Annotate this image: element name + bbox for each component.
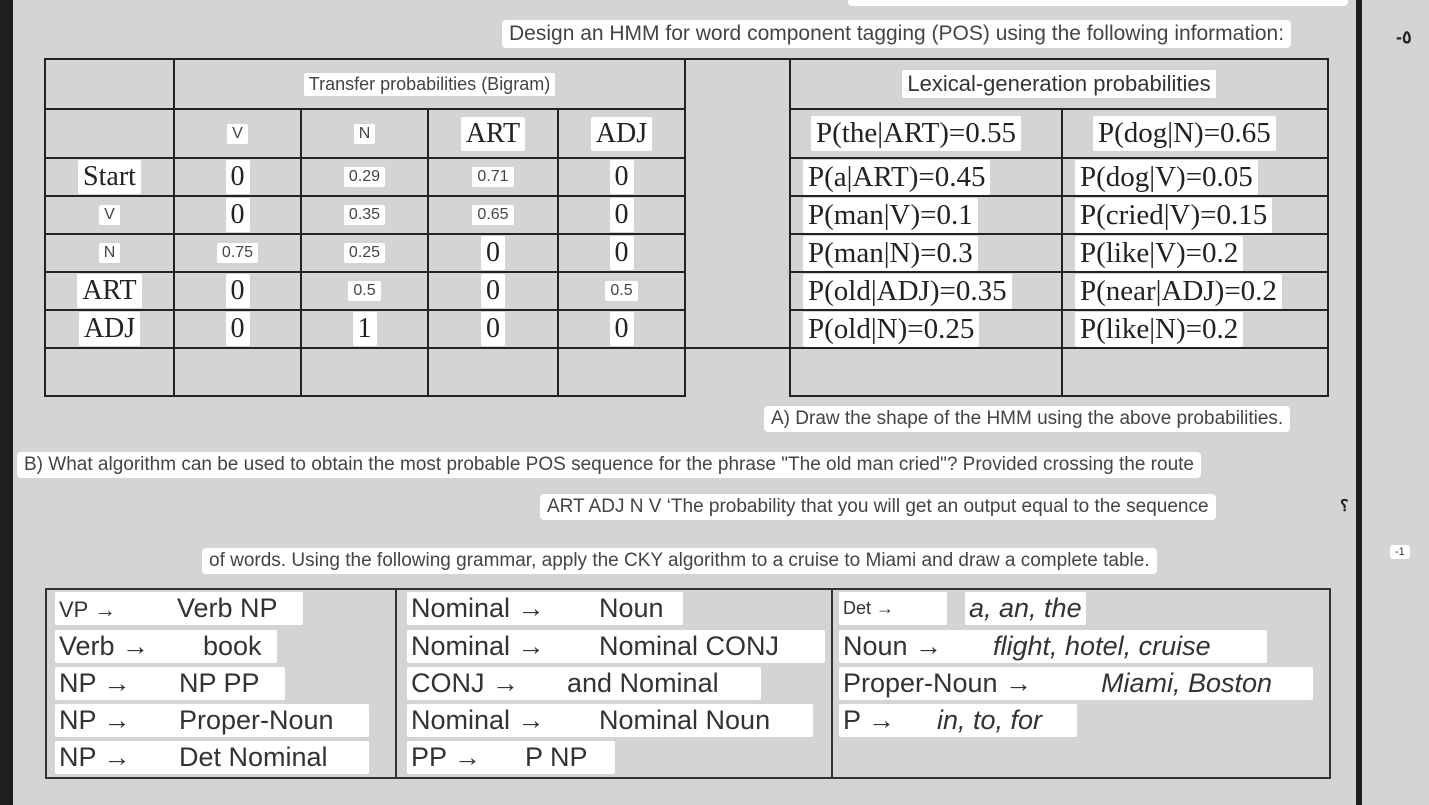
grammar-divider — [831, 590, 833, 777]
transition-title-cell — [174, 59, 685, 109]
grammar-rule-rhs: a, an, the — [965, 592, 1086, 625]
grammar-rule: Det → — [839, 592, 947, 625]
col-header: ADJ — [558, 109, 685, 158]
table-row: P(man|N)=0.3 P(like|V)=0.2 — [790, 234, 1328, 272]
question-heading: Design an HMM for word component tagging (POS) using the following information: — [502, 20, 1291, 48]
table-row: N 0.75 0.25 0 0 — [45, 234, 790, 272]
table-row: ART 0 0.5 0 0.5 — [45, 272, 790, 310]
table-row: ADJ 0 1 0 0 — [45, 310, 790, 348]
table-row: V 0 0.35 0.65 0 — [45, 196, 790, 234]
grammar-rule: NP → NP PP — [55, 667, 285, 700]
grammar-rule: CONJ → and Nominal — [407, 667, 761, 700]
question-a: A) Draw the shape of the HMM using the above probabilities. — [764, 406, 1290, 432]
col-header: ART — [428, 109, 558, 158]
page-border-right — [1356, 0, 1362, 805]
col-header: V — [174, 109, 301, 158]
grammar-rule: VP → Verb NP — [55, 592, 303, 625]
empty-row — [790, 348, 1328, 396]
table-row: Start 0 0.29 0.71 0 — [45, 158, 790, 196]
grammar-rule: NP → Det Nominal — [55, 741, 369, 774]
grammar-box — [45, 588, 1331, 779]
grammar-rule: P → in, to, for — [839, 704, 1077, 737]
corner-cell — [45, 59, 174, 109]
header-corner — [45, 109, 174, 158]
grammar-rule: Proper-Noun → Miami, Boston — [839, 667, 1313, 700]
table-row: P(old|N)=0.25 P(like|N)=0.2 — [790, 310, 1328, 348]
grammar-rule: NP → Proper-Noun — [55, 704, 369, 737]
grammar-rule: Noun → flight, hotel, cruise — [839, 630, 1267, 663]
margin-mark: -٥ — [1396, 27, 1412, 47]
question-mark: ؟ — [1340, 498, 1349, 515]
question-b-line3: of words. Using the following grammar, apply the CKY algorithm to a cruise to Miami and draw a complete table. — [202, 548, 1157, 574]
grammar-rule: Nominal → Noun — [407, 592, 683, 625]
top-text-box — [848, 0, 1348, 6]
lexical-table — [789, 58, 1329, 397]
question-b-line2: ART ADJ N V ‘The probability that you will get an output equal to the sequence — [540, 494, 1216, 520]
empty-row — [45, 348, 790, 396]
transition-table — [44, 58, 791, 397]
table-row: P(the|ART)=0.55 P(dog|N)=0.65 — [790, 109, 1328, 158]
transition-title: Transfer probabilities (Bigram) — [304, 73, 555, 96]
lexical-title-cell — [790, 59, 1328, 109]
grammar-divider — [395, 590, 397, 777]
page-border-left — [0, 0, 13, 805]
grammar-rule: Verb → book — [55, 630, 277, 663]
question-b-line1: B) What algorithm can be used to obtain the most probable POS sequence for the phrase "The old man cried"? Provided crossing the route — [17, 452, 1201, 478]
lexical-title: Lexical-generation probabilities — [902, 70, 1215, 98]
grammar-rule: PP → P NP — [407, 741, 615, 774]
table-row: P(old|ADJ)=0.35 P(near|ADJ)=0.2 — [790, 272, 1328, 310]
spacer-cell — [685, 59, 790, 348]
col-header: N — [301, 109, 428, 158]
margin-mark-2: -1 — [1390, 545, 1410, 559]
grammar-rule: Nominal → Nominal Noun — [407, 704, 813, 737]
table-row: P(man|V)=0.1 P(cried|V)=0.15 — [790, 196, 1328, 234]
grammar-rule: Nominal → Nominal CONJ — [407, 630, 825, 663]
table-row: P(a|ART)=0.45 P(dog|V)=0.05 — [790, 158, 1328, 196]
